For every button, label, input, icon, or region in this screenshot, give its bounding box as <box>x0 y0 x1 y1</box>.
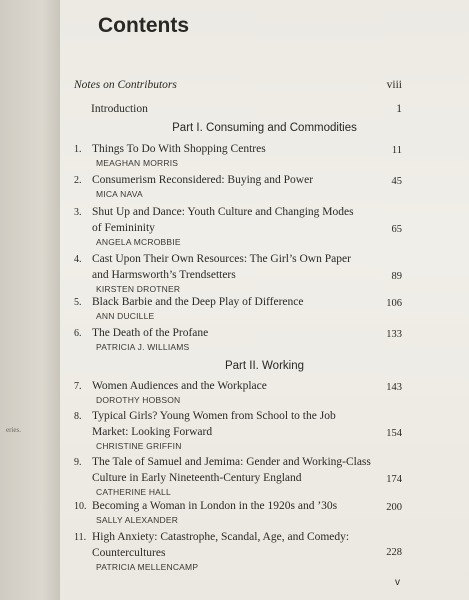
chapter-page-number: 143 <box>386 382 402 393</box>
chapter-title-line: Things To Do With Shopping Centres <box>92 143 266 155</box>
contents-page <box>60 0 469 600</box>
chapter-number: 10. <box>74 501 87 512</box>
chapter-author: DOROTHY HOBSON <box>96 395 181 405</box>
chapter-title-line: Countercultures <box>92 547 166 559</box>
chapter-page-number: 200 <box>386 502 402 513</box>
chapter-number: 11. <box>74 532 87 543</box>
chapter-title-line: The Tale of Samuel and Jemima: Gender and Working-Class <box>92 456 371 468</box>
chapter-number: 1. <box>74 144 82 155</box>
chapter-title-line: and Harmsworth’s Trendsetters <box>92 269 236 281</box>
chapter-page-number: 45 <box>391 176 402 187</box>
chapter-title-line: of Femininity <box>92 222 155 234</box>
chapter-author: ANGELA MCROBBIE <box>96 237 181 247</box>
chapter-author: CHRISTINE GRIFFIN <box>96 441 182 451</box>
chapter-title-line: Shut Up and Dance: Youth Culture and Changing Modes <box>92 206 354 218</box>
chapter-title-line: Consumerism Reconsidered: Buying and Power <box>92 174 314 186</box>
chapter-number: 9. <box>74 457 82 468</box>
chapter-author: MICA NAVA <box>96 189 143 199</box>
chapter-author: PATRICIA J. WILLIAMS <box>96 342 190 352</box>
chapter-page-number: 228 <box>386 547 402 558</box>
chapter-number: 2. <box>74 175 82 186</box>
chapter-title-line: Market: Looking Forward <box>92 426 213 438</box>
chapter-title-line: Cast Upon Their Own Resources: The Girl’s Own Paper <box>92 253 351 265</box>
chapter-page-number: 174 <box>386 474 402 485</box>
chapter-number: 8. <box>74 411 82 422</box>
notes-page-number: viii <box>386 79 402 91</box>
chapter-number: 3. <box>74 207 82 218</box>
notes-title: Notes on Contributors <box>74 79 177 91</box>
chapter-page-number: 106 <box>386 298 402 309</box>
chapter-number: 4. <box>74 254 82 265</box>
chapter-author: KIRSTEN DROTNER <box>96 284 181 294</box>
adjacent-page-edge <box>0 0 60 600</box>
chapter-page-number: 133 <box>386 329 402 340</box>
part-heading-1: Part I. Consuming and Commodities <box>172 122 357 134</box>
chapter-page-number: 154 <box>386 428 402 439</box>
chapter-title-line: Women Audiences and the Workplace <box>92 380 267 392</box>
chapter-title-line: High Anxiety: Catastrophe, Scandal, Age, and Comedy: <box>92 531 350 543</box>
chapter-number: 6. <box>74 328 82 339</box>
page-title: Contents <box>98 14 189 37</box>
chapter-title-line: The Death of the Profane <box>92 327 209 339</box>
chapter-page-number: 11 <box>391 145 402 156</box>
chapter-author: CATHERINE HALL <box>96 487 171 497</box>
toc-notes-on-contributors <box>74 79 402 91</box>
part-heading-2: Part II. Working <box>224 360 305 372</box>
chapter-title-line: Culture in Early Nineteenth-Century England <box>92 472 302 484</box>
chapter-title-line: Black Barbie and the Deep Play of Difference <box>92 296 304 308</box>
introduction-title: Introduction <box>91 103 148 115</box>
chapter-author: PATRICIA MELLENCAMP <box>96 562 199 572</box>
chapter-title-line: Becoming a Woman in London in the 1920s and ’30s <box>92 500 338 512</box>
toc-introduction <box>91 103 402 115</box>
page-folio: v <box>395 577 400 588</box>
chapter-page-number: 89 <box>391 271 402 282</box>
chapter-number: 7. <box>74 381 82 392</box>
chapter-number: 5. <box>74 297 82 308</box>
chapter-author: ANN DUCILLE <box>96 311 155 321</box>
introduction-page-number: 1 <box>396 103 402 115</box>
chapter-author: SALLY ALEXANDER <box>96 515 179 525</box>
chapter-title-line: Typical Girls? Young Women from School to the Job <box>92 410 336 422</box>
chapter-author: MEAGHAN MORRIS <box>96 158 179 168</box>
adjacent-page-text-fragment: eries. <box>6 426 21 434</box>
chapter-page-number: 65 <box>391 224 402 235</box>
